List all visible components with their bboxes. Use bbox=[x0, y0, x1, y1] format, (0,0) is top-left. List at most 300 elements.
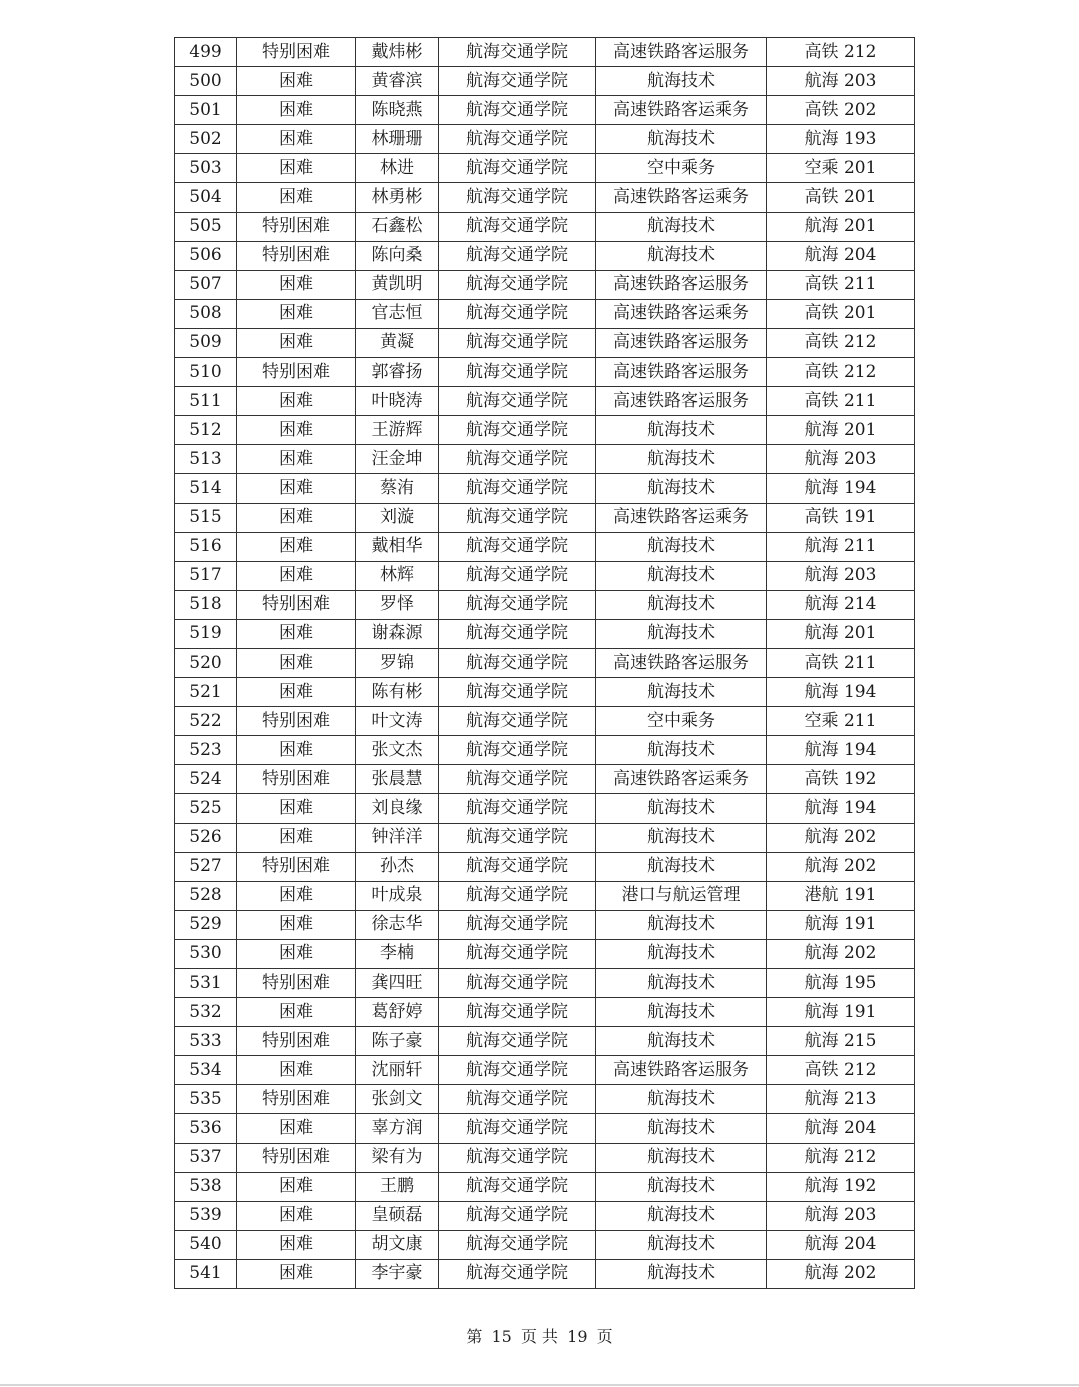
row-number-cell: 506 bbox=[175, 241, 237, 270]
hardship-level-cell: 困难 bbox=[237, 678, 356, 707]
row-number-cell: 503 bbox=[175, 154, 237, 183]
class-cell: 航海 194 bbox=[767, 736, 915, 765]
table-row bbox=[175, 590, 915, 619]
college-cell: 航海交通学院 bbox=[439, 881, 596, 910]
row-number-cell: 528 bbox=[175, 881, 237, 910]
college-cell: 航海交通学院 bbox=[439, 445, 596, 474]
table-row bbox=[175, 1085, 915, 1114]
major-cell: 航海技术 bbox=[596, 1114, 767, 1143]
student-name-cell: 徐志华 bbox=[356, 910, 439, 939]
class-cell: 航海 204 bbox=[767, 1114, 915, 1143]
class-cell: 航海 193 bbox=[767, 125, 915, 154]
college-cell: 航海交通学院 bbox=[439, 532, 596, 561]
class-cell: 空乘 201 bbox=[767, 154, 915, 183]
row-number-cell: 505 bbox=[175, 212, 237, 241]
table-row bbox=[175, 270, 915, 299]
major-cell: 航海技术 bbox=[596, 969, 767, 998]
row-number-cell: 508 bbox=[175, 299, 237, 328]
college-cell: 航海交通学院 bbox=[439, 1201, 596, 1230]
student-name-cell: 林珊珊 bbox=[356, 125, 439, 154]
row-number-cell: 532 bbox=[175, 998, 237, 1027]
student-name-cell: 张剑文 bbox=[356, 1085, 439, 1114]
row-number-cell: 500 bbox=[175, 67, 237, 96]
college-cell: 航海交通学院 bbox=[439, 707, 596, 736]
student-name-cell: 李宇豪 bbox=[356, 1259, 439, 1288]
table-row bbox=[175, 881, 915, 910]
major-cell: 航海技术 bbox=[596, 1085, 767, 1114]
hardship-level-cell: 特别困难 bbox=[237, 1143, 356, 1172]
table-row bbox=[175, 503, 915, 532]
student-name-cell: 黄凯明 bbox=[356, 270, 439, 299]
row-number-cell: 517 bbox=[175, 561, 237, 590]
hardship-level-cell: 特别困难 bbox=[237, 1027, 356, 1056]
row-number-cell: 537 bbox=[175, 1143, 237, 1172]
class-cell: 航海 203 bbox=[767, 445, 915, 474]
student-name-cell: 龚四旺 bbox=[356, 969, 439, 998]
class-cell: 航海 202 bbox=[767, 1259, 915, 1288]
table-row bbox=[175, 328, 915, 357]
student-name-cell: 叶成泉 bbox=[356, 881, 439, 910]
row-number-cell: 541 bbox=[175, 1259, 237, 1288]
table-row bbox=[175, 1259, 915, 1288]
major-cell: 航海技术 bbox=[596, 590, 767, 619]
college-cell: 航海交通学院 bbox=[439, 561, 596, 590]
hardship-level-cell: 困难 bbox=[237, 416, 356, 445]
row-number-cell: 522 bbox=[175, 707, 237, 736]
table-row bbox=[175, 212, 915, 241]
row-number-cell: 511 bbox=[175, 387, 237, 416]
row-number-cell: 538 bbox=[175, 1172, 237, 1201]
college-cell: 航海交通学院 bbox=[439, 648, 596, 677]
hardship-level-cell: 困难 bbox=[237, 939, 356, 968]
row-number-cell: 521 bbox=[175, 678, 237, 707]
student-name-cell: 林勇彬 bbox=[356, 183, 439, 212]
major-cell: 航海技术 bbox=[596, 998, 767, 1027]
major-cell: 航海技术 bbox=[596, 1143, 767, 1172]
class-cell: 高铁 212 bbox=[767, 38, 915, 67]
row-number-cell: 536 bbox=[175, 1114, 237, 1143]
class-cell: 航海 194 bbox=[767, 678, 915, 707]
student-name-cell: 黄凝 bbox=[356, 328, 439, 357]
footer-suffix: 页 bbox=[596, 1327, 613, 1346]
hardship-level-cell: 困难 bbox=[237, 561, 356, 590]
student-name-cell: 郭睿扬 bbox=[356, 358, 439, 387]
major-cell: 航海技术 bbox=[596, 125, 767, 154]
table-row bbox=[175, 1201, 915, 1230]
student-name-cell: 黄睿滨 bbox=[356, 67, 439, 96]
hardship-level-cell: 困难 bbox=[237, 648, 356, 677]
hardship-level-cell: 困难 bbox=[237, 1259, 356, 1288]
major-cell: 高速铁路客运服务 bbox=[596, 1056, 767, 1085]
major-cell: 航海技术 bbox=[596, 1027, 767, 1056]
class-cell: 航海 202 bbox=[767, 852, 915, 881]
table-row bbox=[175, 358, 915, 387]
table-row bbox=[175, 998, 915, 1027]
major-cell: 高速铁路客运乘务 bbox=[596, 503, 767, 532]
major-cell: 航海技术 bbox=[596, 1201, 767, 1230]
table-row bbox=[175, 183, 915, 212]
hardship-level-cell: 特别困难 bbox=[237, 358, 356, 387]
student-name-cell: 陈子豪 bbox=[356, 1027, 439, 1056]
major-cell: 航海技术 bbox=[596, 67, 767, 96]
table-row bbox=[175, 532, 915, 561]
row-number-cell: 539 bbox=[175, 1201, 237, 1230]
table-row bbox=[175, 736, 915, 765]
class-cell: 高铁 202 bbox=[767, 96, 915, 125]
class-cell: 航海 204 bbox=[767, 241, 915, 270]
student-name-cell: 孙杰 bbox=[356, 852, 439, 881]
college-cell: 航海交通学院 bbox=[439, 736, 596, 765]
college-cell: 航海交通学院 bbox=[439, 998, 596, 1027]
class-cell: 航海 203 bbox=[767, 67, 915, 96]
major-cell: 航海技术 bbox=[596, 678, 767, 707]
college-cell: 航海交通学院 bbox=[439, 1259, 596, 1288]
major-cell: 高速铁路客运乘务 bbox=[596, 765, 767, 794]
student-name-cell: 林辉 bbox=[356, 561, 439, 590]
student-name-cell: 林进 bbox=[356, 154, 439, 183]
major-cell: 高速铁路客运服务 bbox=[596, 387, 767, 416]
row-number-cell: 509 bbox=[175, 328, 237, 357]
table-row bbox=[175, 969, 915, 998]
row-number-cell: 513 bbox=[175, 445, 237, 474]
college-cell: 航海交通学院 bbox=[439, 358, 596, 387]
hardship-level-cell: 特别困难 bbox=[237, 852, 356, 881]
class-cell: 航海 215 bbox=[767, 1027, 915, 1056]
college-cell: 航海交通学院 bbox=[439, 1172, 596, 1201]
row-number-cell: 533 bbox=[175, 1027, 237, 1056]
hardship-level-cell: 特别困难 bbox=[237, 590, 356, 619]
table-row bbox=[175, 910, 915, 939]
student-name-cell: 汪金坤 bbox=[356, 445, 439, 474]
hardship-level-cell: 困难 bbox=[237, 794, 356, 823]
table-row bbox=[175, 38, 915, 67]
student-name-cell: 胡文康 bbox=[356, 1230, 439, 1259]
student-name-cell: 戴炜彬 bbox=[356, 38, 439, 67]
row-number-cell: 534 bbox=[175, 1056, 237, 1085]
class-cell: 航海 202 bbox=[767, 823, 915, 852]
footer-total-pages: 19 bbox=[567, 1327, 588, 1346]
table-row bbox=[175, 1114, 915, 1143]
college-cell: 航海交通学院 bbox=[439, 38, 596, 67]
row-number-cell: 530 bbox=[175, 939, 237, 968]
hardship-level-cell: 困难 bbox=[237, 823, 356, 852]
major-cell: 航海技术 bbox=[596, 910, 767, 939]
student-name-cell: 皇硕磊 bbox=[356, 1201, 439, 1230]
student-name-cell: 辜方润 bbox=[356, 1114, 439, 1143]
table-row bbox=[175, 1143, 915, 1172]
college-cell: 航海交通学院 bbox=[439, 1230, 596, 1259]
row-number-cell: 518 bbox=[175, 590, 237, 619]
student-name-cell: 陈有彬 bbox=[356, 678, 439, 707]
class-cell: 高铁 201 bbox=[767, 299, 915, 328]
hardship-level-cell: 困难 bbox=[237, 183, 356, 212]
student-name-cell: 陈向桑 bbox=[356, 241, 439, 270]
major-cell: 航海技术 bbox=[596, 619, 767, 648]
row-number-cell: 524 bbox=[175, 765, 237, 794]
hardship-level-cell: 特别困难 bbox=[237, 241, 356, 270]
row-number-cell: 504 bbox=[175, 183, 237, 212]
student-name-cell: 蔡洧 bbox=[356, 474, 439, 503]
student-name-cell: 罗锦 bbox=[356, 648, 439, 677]
class-cell: 航海 201 bbox=[767, 212, 915, 241]
hardship-level-cell: 特别困难 bbox=[237, 38, 356, 67]
row-number-cell: 515 bbox=[175, 503, 237, 532]
student-name-cell: 刘漩 bbox=[356, 503, 439, 532]
hardship-level-cell: 困难 bbox=[237, 299, 356, 328]
hardship-level-cell: 困难 bbox=[237, 532, 356, 561]
hardship-level-cell: 特别困难 bbox=[237, 212, 356, 241]
row-number-cell: 527 bbox=[175, 852, 237, 881]
hardship-level-cell: 特别困难 bbox=[237, 765, 356, 794]
class-cell: 航海 191 bbox=[767, 998, 915, 1027]
student-name-cell: 梁有为 bbox=[356, 1143, 439, 1172]
hardship-level-cell: 困难 bbox=[237, 1056, 356, 1085]
hardship-level-cell: 困难 bbox=[237, 998, 356, 1027]
page-bottom-divider bbox=[0, 1384, 1079, 1386]
class-cell: 航海 195 bbox=[767, 969, 915, 998]
table-row bbox=[175, 765, 915, 794]
college-cell: 航海交通学院 bbox=[439, 154, 596, 183]
hardship-level-cell: 困难 bbox=[237, 881, 356, 910]
table-row bbox=[175, 96, 915, 125]
major-cell: 高速铁路客运乘务 bbox=[596, 299, 767, 328]
student-name-cell: 葛舒婷 bbox=[356, 998, 439, 1027]
row-number-cell: 499 bbox=[175, 38, 237, 67]
class-cell: 航海 204 bbox=[767, 1230, 915, 1259]
major-cell: 高速铁路客运服务 bbox=[596, 328, 767, 357]
hardship-level-cell: 特别困难 bbox=[237, 969, 356, 998]
student-roster-table bbox=[174, 37, 915, 1289]
hardship-level-cell: 困难 bbox=[237, 1114, 356, 1143]
table-row bbox=[175, 678, 915, 707]
hardship-level-cell: 特别困难 bbox=[237, 707, 356, 736]
hardship-level-cell: 困难 bbox=[237, 1230, 356, 1259]
table-row bbox=[175, 125, 915, 154]
table-row bbox=[175, 619, 915, 648]
college-cell: 航海交通学院 bbox=[439, 328, 596, 357]
class-cell: 航海 191 bbox=[767, 910, 915, 939]
hardship-level-cell: 困难 bbox=[237, 125, 356, 154]
row-number-cell: 529 bbox=[175, 910, 237, 939]
student-name-cell: 王鹏 bbox=[356, 1172, 439, 1201]
student-name-cell: 叶文涛 bbox=[356, 707, 439, 736]
college-cell: 航海交通学院 bbox=[439, 910, 596, 939]
major-cell: 高速铁路客运服务 bbox=[596, 358, 767, 387]
college-cell: 航海交通学院 bbox=[439, 503, 596, 532]
hardship-level-cell: 困难 bbox=[237, 910, 356, 939]
college-cell: 航海交通学院 bbox=[439, 939, 596, 968]
table-row bbox=[175, 67, 915, 96]
table-row bbox=[175, 852, 915, 881]
row-number-cell: 531 bbox=[175, 969, 237, 998]
table-row bbox=[175, 1230, 915, 1259]
row-number-cell: 501 bbox=[175, 96, 237, 125]
table-row bbox=[175, 823, 915, 852]
class-cell: 航海 194 bbox=[767, 794, 915, 823]
major-cell: 航海技术 bbox=[596, 241, 767, 270]
major-cell: 空中乘务 bbox=[596, 154, 767, 183]
table-row bbox=[175, 241, 915, 270]
major-cell: 航海技术 bbox=[596, 212, 767, 241]
hardship-level-cell: 困难 bbox=[237, 445, 356, 474]
class-cell: 航海 202 bbox=[767, 939, 915, 968]
class-cell: 港航 191 bbox=[767, 881, 915, 910]
row-number-cell: 516 bbox=[175, 532, 237, 561]
row-number-cell: 502 bbox=[175, 125, 237, 154]
major-cell: 航海技术 bbox=[596, 445, 767, 474]
hardship-level-cell: 困难 bbox=[237, 67, 356, 96]
row-number-cell: 520 bbox=[175, 648, 237, 677]
college-cell: 航海交通学院 bbox=[439, 1085, 596, 1114]
college-cell: 航海交通学院 bbox=[439, 387, 596, 416]
hardship-level-cell: 困难 bbox=[237, 1201, 356, 1230]
hardship-level-cell: 困难 bbox=[237, 270, 356, 299]
class-cell: 航海 213 bbox=[767, 1085, 915, 1114]
college-cell: 航海交通学院 bbox=[439, 212, 596, 241]
major-cell: 航海技术 bbox=[596, 794, 767, 823]
major-cell: 航海技术 bbox=[596, 1230, 767, 1259]
college-cell: 航海交通学院 bbox=[439, 183, 596, 212]
college-cell: 航海交通学院 bbox=[439, 1027, 596, 1056]
student-name-cell: 戴相华 bbox=[356, 532, 439, 561]
row-number-cell: 535 bbox=[175, 1085, 237, 1114]
college-cell: 航海交通学院 bbox=[439, 969, 596, 998]
hardship-level-cell: 困难 bbox=[237, 1172, 356, 1201]
college-cell: 航海交通学院 bbox=[439, 590, 596, 619]
major-cell: 港口与航运管理 bbox=[596, 881, 767, 910]
hardship-level-cell: 困难 bbox=[237, 96, 356, 125]
student-name-cell: 叶晓涛 bbox=[356, 387, 439, 416]
major-cell: 航海技术 bbox=[596, 474, 767, 503]
major-cell: 航海技术 bbox=[596, 1259, 767, 1288]
student-name-cell: 刘良缘 bbox=[356, 794, 439, 823]
college-cell: 航海交通学院 bbox=[439, 852, 596, 881]
row-number-cell: 540 bbox=[175, 1230, 237, 1259]
row-number-cell: 507 bbox=[175, 270, 237, 299]
footer-current-page: 15 bbox=[491, 1327, 512, 1346]
table-row bbox=[175, 1027, 915, 1056]
class-cell: 高铁 212 bbox=[767, 328, 915, 357]
class-cell: 航海 201 bbox=[767, 619, 915, 648]
college-cell: 航海交通学院 bbox=[439, 125, 596, 154]
class-cell: 高铁 212 bbox=[767, 358, 915, 387]
class-cell: 高铁 211 bbox=[767, 270, 915, 299]
hardship-level-cell: 困难 bbox=[237, 619, 356, 648]
class-cell: 航海 211 bbox=[767, 532, 915, 561]
student-name-cell: 官志恒 bbox=[356, 299, 439, 328]
class-cell: 航海 201 bbox=[767, 416, 915, 445]
table-row bbox=[175, 387, 915, 416]
college-cell: 航海交通学院 bbox=[439, 1143, 596, 1172]
class-cell: 高铁 191 bbox=[767, 503, 915, 532]
table-row bbox=[175, 561, 915, 590]
table-row bbox=[175, 299, 915, 328]
table-row bbox=[175, 154, 915, 183]
row-number-cell: 510 bbox=[175, 358, 237, 387]
hardship-level-cell: 困难 bbox=[237, 736, 356, 765]
college-cell: 航海交通学院 bbox=[439, 765, 596, 794]
class-cell: 空乘 211 bbox=[767, 707, 915, 736]
class-cell: 高铁 211 bbox=[767, 387, 915, 416]
hardship-level-cell: 困难 bbox=[237, 474, 356, 503]
class-cell: 航海 203 bbox=[767, 1201, 915, 1230]
college-cell: 航海交通学院 bbox=[439, 299, 596, 328]
hardship-level-cell: 困难 bbox=[237, 503, 356, 532]
major-cell: 高速铁路客运服务 bbox=[596, 38, 767, 67]
college-cell: 航海交通学院 bbox=[439, 67, 596, 96]
footer-middle: 页 共 bbox=[520, 1327, 559, 1346]
major-cell: 航海技术 bbox=[596, 532, 767, 561]
major-cell: 航海技术 bbox=[596, 416, 767, 445]
major-cell: 高速铁路客运服务 bbox=[596, 648, 767, 677]
student-name-cell: 沈丽轩 bbox=[356, 1056, 439, 1085]
college-cell: 航海交通学院 bbox=[439, 1056, 596, 1085]
class-cell: 航海 203 bbox=[767, 561, 915, 590]
footer-prefix: 第 bbox=[466, 1327, 483, 1346]
student-name-cell: 罗怿 bbox=[356, 590, 439, 619]
row-number-cell: 525 bbox=[175, 794, 237, 823]
college-cell: 航海交通学院 bbox=[439, 794, 596, 823]
college-cell: 航海交通学院 bbox=[439, 241, 596, 270]
college-cell: 航海交通学院 bbox=[439, 1114, 596, 1143]
class-cell: 航海 212 bbox=[767, 1143, 915, 1172]
table-row bbox=[175, 707, 915, 736]
student-name-cell: 张文杰 bbox=[356, 736, 439, 765]
table-row bbox=[175, 939, 915, 968]
page-footer bbox=[0, 1324, 1079, 1347]
table-row bbox=[175, 1056, 915, 1085]
table-row bbox=[175, 416, 915, 445]
row-number-cell: 512 bbox=[175, 416, 237, 445]
class-cell: 航海 214 bbox=[767, 590, 915, 619]
class-cell: 高铁 211 bbox=[767, 648, 915, 677]
hardship-level-cell: 困难 bbox=[237, 154, 356, 183]
row-number-cell: 523 bbox=[175, 736, 237, 765]
table-row bbox=[175, 474, 915, 503]
class-cell: 高铁 192 bbox=[767, 765, 915, 794]
table-row bbox=[175, 445, 915, 474]
class-cell: 高铁 212 bbox=[767, 1056, 915, 1085]
row-number-cell: 514 bbox=[175, 474, 237, 503]
student-name-cell: 谢森源 bbox=[356, 619, 439, 648]
table-row bbox=[175, 1172, 915, 1201]
student-name-cell: 张晨慧 bbox=[356, 765, 439, 794]
student-name-cell: 李楠 bbox=[356, 939, 439, 968]
student-name-cell: 石鑫松 bbox=[356, 212, 439, 241]
class-cell: 航海 194 bbox=[767, 474, 915, 503]
table-row bbox=[175, 794, 915, 823]
student-name-cell: 钟洋洋 bbox=[356, 823, 439, 852]
major-cell: 高速铁路客运乘务 bbox=[596, 183, 767, 212]
class-cell: 航海 192 bbox=[767, 1172, 915, 1201]
college-cell: 航海交通学院 bbox=[439, 474, 596, 503]
major-cell: 高速铁路客运乘务 bbox=[596, 96, 767, 125]
major-cell: 航海技术 bbox=[596, 736, 767, 765]
roster-table-body bbox=[175, 38, 915, 1289]
college-cell: 航海交通学院 bbox=[439, 416, 596, 445]
hardship-level-cell: 特别困难 bbox=[237, 1085, 356, 1114]
major-cell: 航海技术 bbox=[596, 1172, 767, 1201]
table-row bbox=[175, 648, 915, 677]
college-cell: 航海交通学院 bbox=[439, 823, 596, 852]
hardship-level-cell: 困难 bbox=[237, 328, 356, 357]
row-number-cell: 526 bbox=[175, 823, 237, 852]
student-name-cell: 陈晓燕 bbox=[356, 96, 439, 125]
student-name-cell: 王游辉 bbox=[356, 416, 439, 445]
college-cell: 航海交通学院 bbox=[439, 96, 596, 125]
college-cell: 航海交通学院 bbox=[439, 619, 596, 648]
major-cell: 航海技术 bbox=[596, 561, 767, 590]
